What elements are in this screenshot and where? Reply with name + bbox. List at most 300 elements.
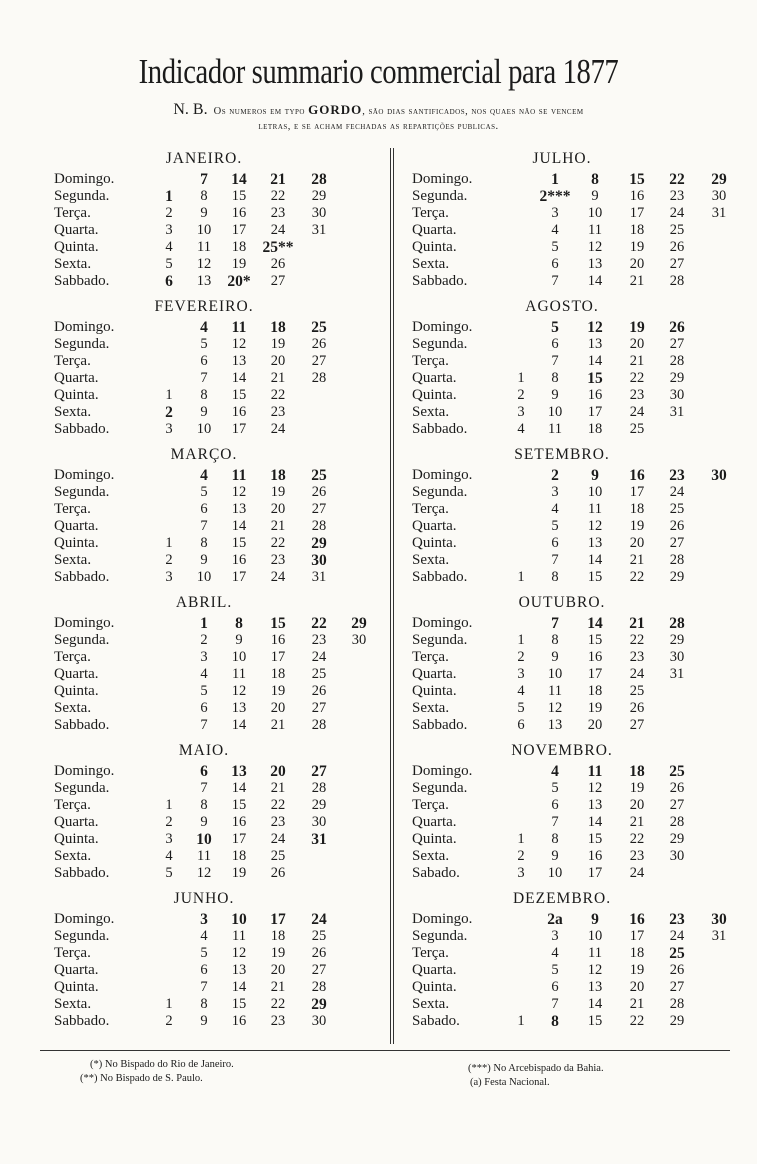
date: 14 [587,814,603,830]
date: 15 [231,387,247,403]
day-row [412,632,742,649]
date: 30 [711,188,727,204]
date: 16 [270,632,286,648]
weekday-label: Segunda. [412,188,468,204]
date: 25 [669,501,685,517]
holiday-date: 29 [711,171,727,188]
day-row [412,256,742,273]
holiday-date: 4 [200,319,208,336]
date: 19 [629,962,645,978]
date: 6 [551,256,559,272]
weekday-label: Quinta. [412,683,457,699]
holiday-date: 18 [629,763,645,780]
day-row [54,370,384,387]
weekday-label: Sexta. [412,700,450,716]
date: 25 [629,683,645,699]
date: 5 [200,484,208,500]
holiday-date: 21 [629,615,645,632]
weekday-label: Domingo. [412,911,473,927]
date: 7 [200,780,208,796]
weekday-label: Sabbado. [54,273,110,289]
date: 3 [551,484,559,500]
date: 18 [629,945,645,961]
holiday-date: 2a [547,911,563,928]
day-row [412,222,742,239]
day-row [54,666,384,683]
holiday-date: 8 [551,1013,559,1030]
date: 3 [165,569,173,585]
date: 27 [629,717,645,733]
date: 1 [165,797,173,813]
date: 19 [231,256,247,272]
date: 27 [669,256,685,272]
date: 13 [231,700,247,716]
day-row [54,552,384,569]
date: 2 [200,632,208,648]
date: 7 [551,273,559,289]
date: 21 [270,370,286,386]
date: 6 [200,501,208,517]
date: 21 [629,273,645,289]
date: 15 [231,188,247,204]
holiday-date: 8 [235,615,243,632]
date: 22 [629,1013,645,1029]
date: 12 [231,336,247,352]
day-row [412,797,742,814]
month-name: DEZEMBRO. [512,890,612,907]
date: 7 [200,979,208,995]
day-row [412,649,742,666]
date: 7 [200,518,208,534]
date: 27 [311,700,327,716]
weekday-label: Quarta. [412,370,457,386]
holiday-date: 25 [669,945,685,962]
date: 22 [270,535,286,551]
date: 10 [587,484,603,500]
holiday-date: 7 [551,615,559,632]
weekday-label: Terça. [412,205,449,221]
date: 26 [311,484,327,500]
date: 20 [270,700,286,716]
date: 9 [551,848,559,864]
date: 19 [629,239,645,255]
holiday-date: 29 [311,996,327,1013]
date: 18 [629,222,645,238]
weekday-label: Quinta. [54,387,99,403]
day-row [412,501,742,518]
weekday-label: Sexta. [54,404,92,420]
date: 4 [551,945,559,961]
date: 10 [587,205,603,221]
date: 13 [231,353,247,369]
holiday-date: 20 [270,763,286,780]
date: 19 [629,518,645,534]
date: 4 [517,683,525,699]
day-row [412,205,742,222]
date: 3 [165,222,173,238]
weekday-label: Quinta. [54,535,99,551]
weekday-label: Segunda. [412,632,468,648]
date: 22 [629,569,645,585]
date: 16 [231,814,247,830]
date: 17 [231,421,247,437]
date: 25 [311,666,327,682]
date: 28 [669,552,685,568]
weekday-label: Sabbado. [412,421,468,437]
holiday-date: 15 [629,171,645,188]
date: 17 [587,865,603,881]
date: 21 [629,996,645,1012]
date: 3 [165,831,173,847]
day-row [54,535,384,552]
date: 17 [629,928,645,944]
day-row [54,404,384,421]
holiday-date: 2 [165,404,173,421]
date: 6 [551,535,559,551]
date: 12 [196,256,212,272]
date: 11 [197,239,211,255]
weekday-label: Domingo. [412,467,473,483]
date: 14 [231,780,247,796]
holiday-date: 2*** [539,188,571,205]
day-row [412,666,742,683]
date: 24 [669,484,685,500]
date: 28 [311,717,327,733]
date: 5 [200,683,208,699]
holiday-date: 1 [165,188,173,205]
weekday-label: Domingo. [412,763,473,779]
note-text-end: , são dias santificados, nos quaes não se vencem [362,106,584,117]
day-row [412,387,742,404]
day-row [54,831,384,848]
month-name: MARÇO. [170,446,238,463]
month-name: NOVEMBRO. [511,742,613,759]
date: 28 [311,518,327,534]
weekday-label: Sexta. [54,848,92,864]
date: 23 [270,814,286,830]
date: 10 [196,222,212,238]
date: 31 [311,569,327,585]
weekday-label: Sexta. [412,996,450,1012]
date: 21 [270,780,286,796]
day-row [412,273,742,290]
date: 29 [669,1013,685,1029]
date: 25 [669,222,685,238]
date: 13 [547,717,563,733]
date: 14 [231,518,247,534]
weekday-label: Sabbado. [412,717,468,733]
date: 28 [311,979,327,995]
holiday-date: 24 [311,911,327,928]
date: 1 [517,1013,525,1029]
day-row [54,188,384,205]
date: 13 [587,797,603,813]
weekday-label: Sexta. [54,256,92,272]
date: 29 [669,632,685,648]
date: 19 [270,683,286,699]
weekday-label: Terça. [412,797,449,813]
day-row [54,996,384,1013]
weekday-label: Quarta. [54,962,99,978]
date: 18 [231,239,247,255]
holiday-date: 22 [311,615,327,632]
day-row [54,205,384,222]
day-row [54,700,384,717]
day-row [54,911,384,928]
date: 26 [629,700,645,716]
date: 12 [587,518,603,534]
month-name: JANEIRO. [165,150,243,167]
date: 19 [629,780,645,796]
month-name: SETEMBRO. [514,446,610,463]
date: 3 [165,421,173,437]
date: 12 [587,239,603,255]
weekday-label: Sabbado. [54,865,110,881]
date: 17 [629,484,645,500]
date: 17 [231,569,247,585]
holiday-date: 15 [270,615,286,632]
date: 8 [200,188,208,204]
date: 13 [231,962,247,978]
date: 2 [517,649,525,665]
day-row [412,319,742,336]
date: 17 [231,222,247,238]
day-row [412,518,742,535]
holiday-date: 4 [551,763,559,780]
weekday-label: Quarta. [412,222,457,238]
weekday-label: Sabbado. [412,569,468,585]
date: 18 [270,928,286,944]
date: 23 [629,649,645,665]
day-row [412,353,742,370]
date: 19 [270,336,286,352]
date: 21 [629,814,645,830]
date: 23 [629,387,645,403]
day-row [412,945,742,962]
day-row [54,928,384,945]
date: 10 [547,404,563,420]
date: 26 [669,239,685,255]
footnote-festa-nacional: (a) Festa Nacional. [470,1077,550,1088]
weekday-label: Quarta. [54,666,99,682]
date: 18 [629,501,645,517]
date: 15 [231,797,247,813]
date: 5 [517,700,525,716]
day-row [412,467,742,484]
date: 12 [587,780,603,796]
weekday-label: Sabado. [412,1013,460,1029]
day-row [54,649,384,666]
date: 27 [311,353,327,369]
day-row [412,239,742,256]
date: 30 [311,205,327,221]
date: 16 [231,552,247,568]
day-row [54,353,384,370]
footnote-bahia: (***) No Arcebispado da Bahia. [468,1063,604,1074]
date: 20 [629,336,645,352]
day-row [54,171,384,188]
date: 7 [551,353,559,369]
date: 20 [629,979,645,995]
day-row [54,336,384,353]
date: 4 [165,848,173,864]
weekday-label: Terça. [412,649,449,665]
date: 10 [587,928,603,944]
date: 13 [231,501,247,517]
date: 19 [231,865,247,881]
weekday-label: Segunda. [54,928,110,944]
note-label: N. B. [173,101,208,118]
date: 6 [551,336,559,352]
month-name: OUTUBRO. [518,594,606,611]
date: 15 [587,1013,603,1029]
weekday-label: Domingo. [412,319,473,335]
date: 9 [200,205,208,221]
date: 21 [629,552,645,568]
date: 31 [711,928,727,944]
weekday-label: Sabbado. [54,569,110,585]
day-row [54,780,384,797]
date: 21 [270,717,286,733]
day-row [412,928,742,945]
date: 24 [270,831,286,847]
date: 15 [587,569,603,585]
holiday-date: 14 [231,171,247,188]
date: 23 [270,205,286,221]
holiday-date: 11 [231,319,247,336]
date: 23 [270,552,286,568]
day-row [54,717,384,734]
date: 27 [270,273,286,289]
date: 26 [311,336,327,352]
date: 15 [231,535,247,551]
note-text-start: Os numeros em typo [213,106,309,117]
holiday-date: 23 [669,467,685,484]
date: 10 [547,865,563,881]
weekday-label: Quinta. [54,683,99,699]
date: 18 [270,666,286,682]
weekday-label: Segunda. [412,484,468,500]
date: 24 [629,666,645,682]
holiday-date: 5 [551,319,559,336]
note-bold-word: GORDO [308,102,363,117]
day-row [412,336,742,353]
holiday-date: 18 [270,319,286,336]
column-divider [390,148,393,1044]
date: 8 [551,632,559,648]
weekday-label: Domingo. [54,467,115,483]
day-row [54,256,384,273]
date: 20 [629,797,645,813]
weekday-label: Quarta. [54,222,99,238]
day-row [412,700,742,717]
day-row [54,273,384,290]
holiday-date: 13 [231,763,247,780]
holiday-date: 2 [551,467,559,484]
date: 12 [196,865,212,881]
date: 2 [165,552,173,568]
date: 5 [165,865,173,881]
date: 11 [197,848,211,864]
date: 27 [311,501,327,517]
day-row [412,763,742,780]
holiday-date: 21 [270,171,286,188]
holiday-date: 18 [270,467,286,484]
holiday-date: 11 [587,763,603,780]
date: 25 [311,928,327,944]
date: 24 [270,569,286,585]
date: 22 [629,370,645,386]
date: 20 [629,256,645,272]
day-row [412,979,742,996]
date: 16 [629,188,645,204]
date: 5 [200,336,208,352]
day-row [412,188,742,205]
date: 20 [270,501,286,517]
holiday-date: 25** [262,239,294,256]
day-row [54,763,384,780]
date: 1 [165,535,173,551]
date: 31 [669,404,685,420]
weekday-label: Sabbado. [54,1013,110,1029]
date: 16 [231,1013,247,1029]
day-row [54,615,384,632]
date: 2 [517,848,525,864]
weekday-label: Terça. [54,353,91,369]
weekday-label: Sabbado. [54,717,110,733]
date: 20 [270,353,286,369]
date: 3 [517,865,525,881]
date: 24 [669,928,685,944]
date: 13 [587,336,603,352]
date: 21 [270,518,286,534]
holiday-date: 30 [311,552,327,569]
holiday-date: 6 [200,763,208,780]
day-row [412,1013,742,1030]
date: 17 [587,404,603,420]
weekday-label: Sexta. [54,996,92,1012]
day-row [54,848,384,865]
weekday-label: Quarta. [412,518,457,534]
date: 7 [551,552,559,568]
date: 2 [517,387,525,403]
date: 13 [587,256,603,272]
date: 1 [517,831,525,847]
holiday-date: 11 [231,467,247,484]
date: 20 [587,717,603,733]
date: 6 [551,797,559,813]
day-row [412,911,742,928]
date: 9 [551,649,559,665]
date: 1 [165,996,173,1012]
date: 30 [669,387,685,403]
date: 26 [669,518,685,534]
day-row [54,797,384,814]
weekday-label: Domingo. [54,763,115,779]
date: 9 [235,632,243,648]
date: 26 [669,780,685,796]
date: 27 [669,535,685,551]
date: 31 [669,666,685,682]
date: 23 [311,632,327,648]
holiday-date: 6 [165,273,173,290]
date: 10 [231,649,247,665]
holiday-date: 17 [270,911,286,928]
date: 31 [311,222,327,238]
date: 12 [231,945,247,961]
weekday-label: Quinta. [412,979,457,995]
date: 12 [587,962,603,978]
